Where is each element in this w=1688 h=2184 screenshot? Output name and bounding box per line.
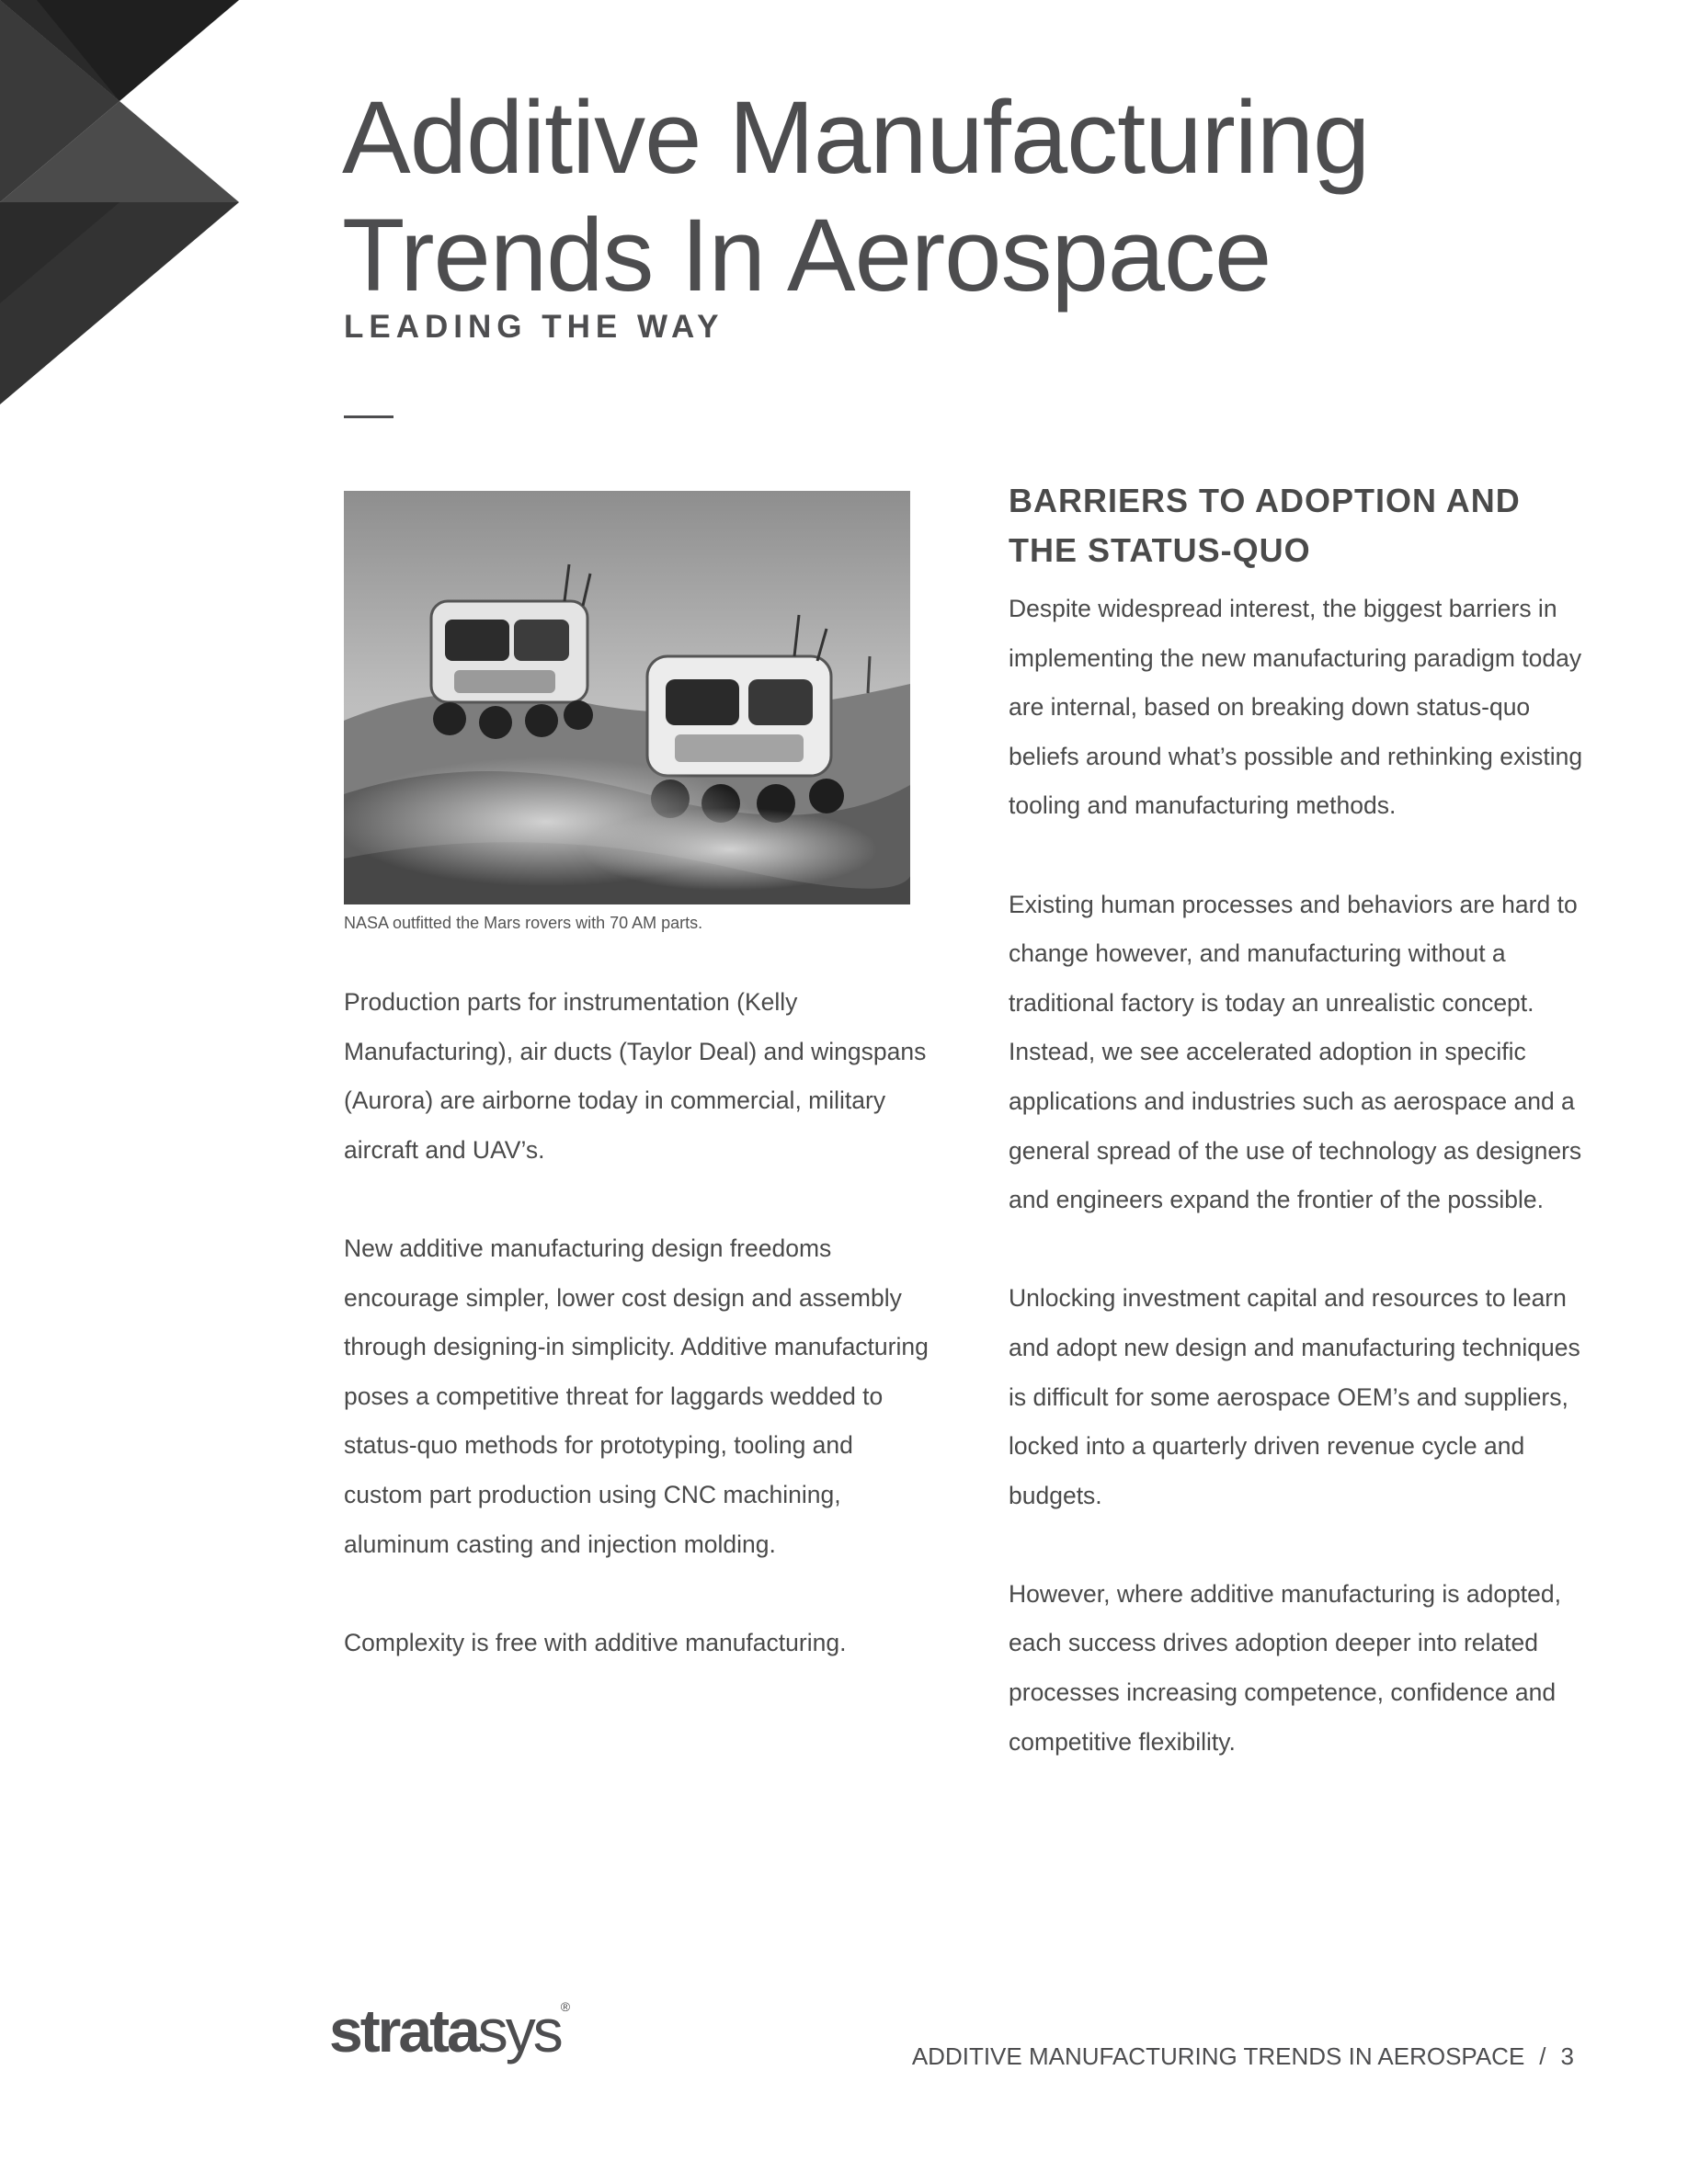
right-paragraph-2: Existing human processes and behaviors are hard to change however, and manufacturing without a traditional factory is today an unrealistic concept. Instead, we see accelerated adoption in specific applications and industries such as aerospace and a general spread of the use of technology as designers and engineers expand the frontier of the possible. [1009, 890, 1582, 1214]
photo-caption: NASA outfitted the Mars rovers with 70 AM parts. [344, 914, 703, 932]
left-paragraph-1: Production parts for instrumentation (Kelly Manufacturing), air ducts (Taylor Deal) and wingspans (Aurora) are airborne today in commercial, military aircraft and UAV’s. [344, 988, 927, 1164]
right-paragraph-1: Despite widespread interest, the biggest barriers in implementing the new manufacturing paradigm today are internal, based on breaking down status-quo beliefs around what’s possible and rethinking existing tooling and manufacturing methods. [1009, 595, 1583, 820]
section-heading [1009, 476, 1597, 575]
page-footer [912, 2042, 1574, 2071]
title-line-2: Trends In Aerospace [342, 198, 1272, 313]
right-paragraph-4: However, where additive manufacturing is adopted, each success drives adoption deeper into related processes increasing competence, confidence and competitive flexibility. [1009, 1579, 1562, 1756]
page-number: 3 [1560, 2042, 1574, 2070]
corner-triangle-graphic [0, 0, 248, 404]
title-line-1: Additive Manufacturing [342, 80, 1370, 195]
left-column [344, 978, 932, 1717]
section-heading-line-1: BARRIERS TO ADOPTION AND [1009, 482, 1521, 519]
stratasys-logo: stratasys® [329, 1996, 571, 2065]
footer-doc-title: ADDITIVE MANUFACTURING TRENDS IN AEROSPACE [911, 2042, 1525, 2070]
right-paragraph-3: Unlocking investment capital and resources to learn and adopt new design and manufacturing techniques is difficult for some aerospace OEM’s and suppliers, locked into a quarterly driven revenue cycle and budgets. [1009, 1284, 1580, 1509]
left-paragraph-3: Complexity is free with additive manufacturing. [344, 1628, 847, 1656]
mars-rovers-photo [344, 491, 910, 904]
page-title [342, 79, 1537, 314]
left-paragraph-2: New additive manufacturing design freedoms encourage simpler, lower cost design and assembly through designing-in simplicity. Additive manufacturing poses a competitive threat for laggards wedded to status-quo methods for prototyping, tooling and custom part production using CNC machining, aluminum casting and injection molding. [344, 1234, 929, 1558]
page-subtitle: LEADING THE WAY [344, 309, 724, 345]
right-column [1009, 585, 1597, 1816]
section-heading-line-2: THE STATUS-QUO [1009, 531, 1311, 569]
title-divider [344, 415, 393, 418]
footer-separator: / [1539, 2042, 1546, 2070]
